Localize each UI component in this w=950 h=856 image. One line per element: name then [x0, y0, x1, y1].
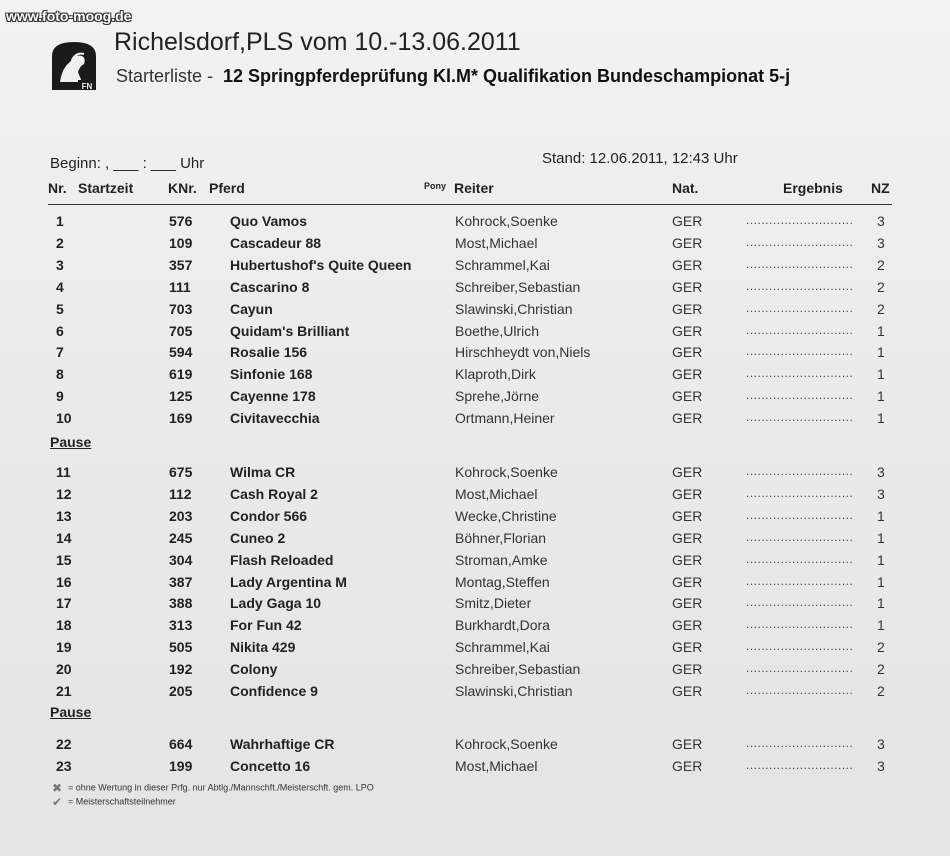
row-number: 6	[56, 322, 64, 339]
nz-value: 2	[877, 639, 885, 656]
row-number: 10	[56, 410, 72, 427]
col-header-knr: KNr.	[168, 180, 197, 196]
rider-name: Schreiber,Sebastian	[455, 661, 581, 678]
col-header-nz: NZ	[871, 180, 890, 196]
nz-value: 2	[877, 661, 885, 678]
legend-text: = ohne Wertung in dieser Prfg. nur Abtlg./Mannschft./Meisterschft. gem. LPO	[68, 782, 374, 793]
row-number: 11	[56, 464, 71, 480]
legend-item	[52, 781, 374, 795]
table-row	[0, 530, 950, 552]
nation: GER	[672, 507, 703, 524]
nation: GER	[672, 464, 703, 480]
horse-name: Hubertushof's Quite Queen	[230, 256, 412, 273]
competitor-number: 703	[169, 300, 193, 317]
competitor-number: 619	[169, 366, 193, 383]
row-number: 20	[56, 661, 72, 678]
nation: GER	[672, 617, 703, 634]
nz-value: 1	[877, 388, 885, 405]
horse-name: Colony	[230, 661, 278, 678]
result-blank: ............................	[746, 683, 854, 697]
competitor-number: 505	[169, 639, 193, 656]
horse-name: Wilma CR	[230, 464, 296, 480]
nz-value: 1	[877, 617, 885, 634]
nz-value: 1	[877, 322, 885, 339]
result-blank: ............................	[746, 464, 854, 478]
horse-name: Concetto 16	[230, 757, 311, 774]
result-blank: ............................	[746, 278, 854, 293]
rider-name: Schreiber,Sebastian	[455, 278, 581, 295]
nz-value: 3	[877, 234, 885, 251]
table-row	[0, 410, 950, 432]
horse-name: Quo Vamos	[230, 213, 308, 229]
table-row	[0, 661, 950, 683]
svg-text:FN: FN	[81, 82, 93, 91]
horse-name: Sinfonie 168	[230, 366, 313, 383]
horse-name: Rosalie 156	[230, 344, 308, 361]
row-number: 13	[56, 507, 72, 524]
table-row	[0, 617, 950, 639]
result-blank: ............................	[746, 573, 854, 588]
horse-name: Cuneo 2	[230, 529, 286, 546]
rider-name: Schrammel,Kai	[455, 256, 550, 273]
result-blank: ............................	[746, 234, 854, 249]
competition-name: 12 Springpferdeprüfung Kl.M* Qualifikation Bundeschampionat 5-j	[223, 66, 791, 86]
nz-value: 3	[877, 757, 885, 774]
horse-name: Cayenne 178	[230, 388, 316, 405]
legend-text: = Meisterschaftsteilnehmer	[68, 796, 176, 807]
col-header-reiter: Reiter	[454, 180, 494, 196]
rider-name: Böhner,Florian	[455, 529, 547, 546]
table-row	[0, 508, 950, 530]
table-row	[0, 344, 950, 366]
result-blank: ............................	[746, 485, 854, 500]
competitor-number: 205	[169, 683, 193, 699]
result-blank: ............................	[746, 736, 854, 750]
rider-name: Smitz,Dieter	[455, 595, 532, 612]
row-number: 9	[56, 388, 64, 405]
table-row	[0, 366, 950, 388]
row-number: 5	[56, 300, 64, 317]
row-number: 21	[56, 683, 72, 699]
row-number: 18	[56, 617, 72, 634]
pause-label: Pause	[50, 704, 92, 720]
horse-name: Wahrhaftige CR	[230, 736, 335, 752]
nation: GER	[672, 366, 703, 383]
col-header-ergebnis: Ergebnis	[783, 180, 843, 196]
competitor-number: 705	[169, 322, 193, 339]
result-blank: ............................	[746, 410, 854, 425]
table-row	[0, 595, 950, 617]
nz-value: 3	[877, 213, 885, 229]
nz-value: 1	[877, 366, 885, 383]
competitor-number: 576	[169, 213, 193, 229]
nz-value: 3	[877, 464, 885, 480]
horse-name: For Fun 42	[230, 617, 302, 634]
nation: GER	[672, 639, 703, 656]
page-title: Richelsdorf,PLS vom 10.-13.06.2011	[114, 28, 521, 56]
competitor-number: 357	[169, 256, 193, 273]
col-header-startzeit: Startzeit	[78, 180, 134, 196]
nation: GER	[672, 573, 703, 590]
result-blank: ............................	[746, 617, 854, 632]
nation: GER	[672, 322, 703, 339]
result-blank: ............................	[746, 344, 854, 359]
horse-name: Quidam's Brilliant	[230, 322, 350, 339]
competitor-number: 192	[169, 661, 193, 678]
competitor-number: 245	[169, 529, 193, 546]
result-blank: ............................	[746, 529, 854, 544]
nation: GER	[672, 661, 703, 678]
table-row	[0, 758, 950, 780]
competitor-number: 313	[169, 617, 193, 634]
row-number: 8	[56, 366, 64, 383]
table-row	[0, 388, 950, 410]
row-number: 19	[56, 639, 72, 656]
table-row	[0, 279, 950, 301]
rider-name: Most,Michael	[455, 757, 538, 774]
result-blank: ............................	[746, 595, 854, 610]
nz-value: 2	[877, 683, 885, 699]
table-row	[0, 464, 950, 486]
nation: GER	[672, 278, 703, 295]
start-time-line: Beginn: , ___ : ___ Uhr	[50, 155, 205, 172]
horse-name: Condor 566	[230, 507, 308, 524]
rider-name: Kohrock,Soenke	[455, 464, 558, 480]
row-number: 1	[56, 213, 64, 229]
page-subtitle	[116, 66, 790, 87]
result-blank: ............................	[746, 300, 854, 315]
nation: GER	[672, 300, 703, 317]
cross-icon: ✖	[52, 781, 63, 795]
nation: GER	[672, 344, 703, 361]
table-row	[0, 213, 950, 235]
status-timestamp: Stand: 12.06.2011, 12:43 Uhr	[542, 150, 738, 167]
result-blank: ............................	[746, 322, 854, 337]
competitor-number: 304	[169, 551, 193, 568]
row-number: 22	[56, 736, 72, 752]
nation: GER	[672, 388, 703, 405]
table-row	[0, 683, 950, 705]
table-row	[0, 301, 950, 323]
horse-name: Flash Reloaded	[230, 551, 334, 568]
horse-name: Lady Gaga 10	[230, 595, 322, 612]
row-number: 17	[56, 595, 72, 612]
nation: GER	[672, 736, 703, 752]
table-row	[0, 574, 950, 596]
horse-name: Cayun	[230, 300, 273, 317]
table-row	[0, 323, 950, 345]
nation: GER	[672, 213, 703, 229]
result-blank: ............................	[746, 366, 854, 381]
row-number: 12	[56, 485, 72, 502]
result-blank: ............................	[746, 639, 854, 654]
nation: GER	[672, 683, 703, 699]
nz-value: 1	[877, 573, 885, 590]
nz-value: 3	[877, 736, 885, 752]
nz-value: 1	[877, 344, 885, 361]
horse-name: Nikita 429	[230, 639, 296, 656]
nation: GER	[672, 595, 703, 612]
row-number: 7	[56, 344, 64, 361]
subtitle-prefix: Starterliste -	[116, 66, 214, 86]
rider-name: Stroman,Amke	[455, 551, 548, 568]
table-row	[0, 257, 950, 279]
rider-name: Boethe,Ulrich	[455, 322, 540, 339]
rider-name: Hirschheydt von,Niels	[455, 344, 591, 361]
competitor-number: 388	[169, 595, 193, 612]
nz-value: 2	[877, 300, 885, 317]
nation: GER	[672, 485, 703, 502]
col-header-pony: Pony	[424, 181, 447, 191]
watermark: www.foto-moog.de	[6, 8, 132, 24]
competitor-number: 111	[169, 278, 191, 295]
rider-name: Slawinski,Christian	[455, 683, 573, 699]
competitor-number: 387	[169, 573, 193, 590]
table-row	[0, 639, 950, 661]
nz-value: 1	[877, 410, 885, 427]
rider-name: Wecke,Christine	[455, 507, 557, 524]
table-row	[0, 736, 950, 758]
nation: GER	[672, 234, 703, 251]
nz-value: 2	[877, 278, 885, 295]
rider-name: Montag,Steffen	[455, 573, 550, 590]
competitor-number: 125	[169, 388, 193, 405]
competitor-number: 664	[169, 736, 193, 752]
pause-label: Pause	[50, 434, 92, 450]
nation: GER	[672, 410, 703, 427]
horse-name: Cascarino 8	[230, 278, 310, 295]
fn-logo-icon	[48, 38, 100, 94]
result-blank: ............................	[746, 256, 854, 271]
competitor-number: 594	[169, 344, 193, 361]
horse-name: Lady Argentina M	[230, 573, 347, 590]
row-number: 23	[56, 757, 72, 774]
horse-name: Cash Royal 2	[230, 485, 318, 502]
checkmark-icon: ✔	[52, 795, 63, 809]
competitor-number: 109	[169, 234, 193, 251]
competitor-number: 169	[169, 410, 193, 427]
rider-name: Burkhardt,Dora	[455, 617, 550, 634]
rider-name: Schrammel,Kai	[455, 639, 550, 656]
nz-value: 1	[877, 551, 885, 568]
rider-name: Klaproth,Dirk	[455, 366, 536, 383]
row-number: 4	[56, 278, 64, 295]
table-row	[0, 486, 950, 508]
rider-name: Most,Michael	[455, 485, 538, 502]
rider-name: Most,Michael	[455, 234, 538, 251]
row-number: 3	[56, 256, 64, 273]
competitor-number: 112	[169, 485, 192, 502]
row-number: 16	[56, 573, 72, 590]
col-header-nat: Nat.	[672, 180, 699, 196]
row-number: 15	[56, 551, 72, 568]
nation: GER	[672, 757, 703, 774]
rider-name: Slawinski,Christian	[455, 300, 573, 317]
horse-name: Civitavecchia	[230, 410, 320, 427]
row-number: 2	[56, 234, 64, 251]
nz-value: 1	[877, 595, 885, 612]
rider-name: Sprehe,Jörne	[455, 388, 540, 405]
nz-value: 2	[877, 256, 885, 273]
nation: GER	[672, 529, 703, 546]
result-blank: ............................	[746, 388, 854, 403]
horse-name: Cascadeur 88	[230, 234, 322, 251]
competitor-number: 199	[169, 757, 193, 774]
nation: GER	[672, 551, 703, 568]
nz-value: 1	[877, 529, 885, 546]
table-row	[0, 552, 950, 574]
header-divider	[48, 204, 892, 205]
competitor-number: 203	[169, 507, 193, 524]
rider-name: Kohrock,Soenke	[455, 213, 558, 229]
rider-name: Ortmann,Heiner	[455, 410, 555, 427]
row-number: 14	[56, 529, 72, 546]
horse-name: Confidence 9	[230, 683, 318, 699]
legend-item	[52, 795, 176, 809]
rider-name: Kohrock,Soenke	[455, 736, 558, 752]
nz-value: 3	[877, 485, 885, 502]
result-blank: ............................	[746, 757, 854, 772]
nz-value: 1	[877, 507, 885, 524]
table-row	[0, 235, 950, 257]
result-blank: ............................	[746, 551, 854, 566]
nation: GER	[672, 256, 703, 273]
col-header-nr: Nr.	[48, 180, 67, 196]
col-header-pferd: Pferd	[209, 180, 245, 196]
result-blank: ............................	[746, 213, 854, 227]
result-blank: ............................	[746, 661, 854, 676]
result-blank: ............................	[746, 507, 854, 522]
competitor-number: 675	[169, 464, 193, 480]
